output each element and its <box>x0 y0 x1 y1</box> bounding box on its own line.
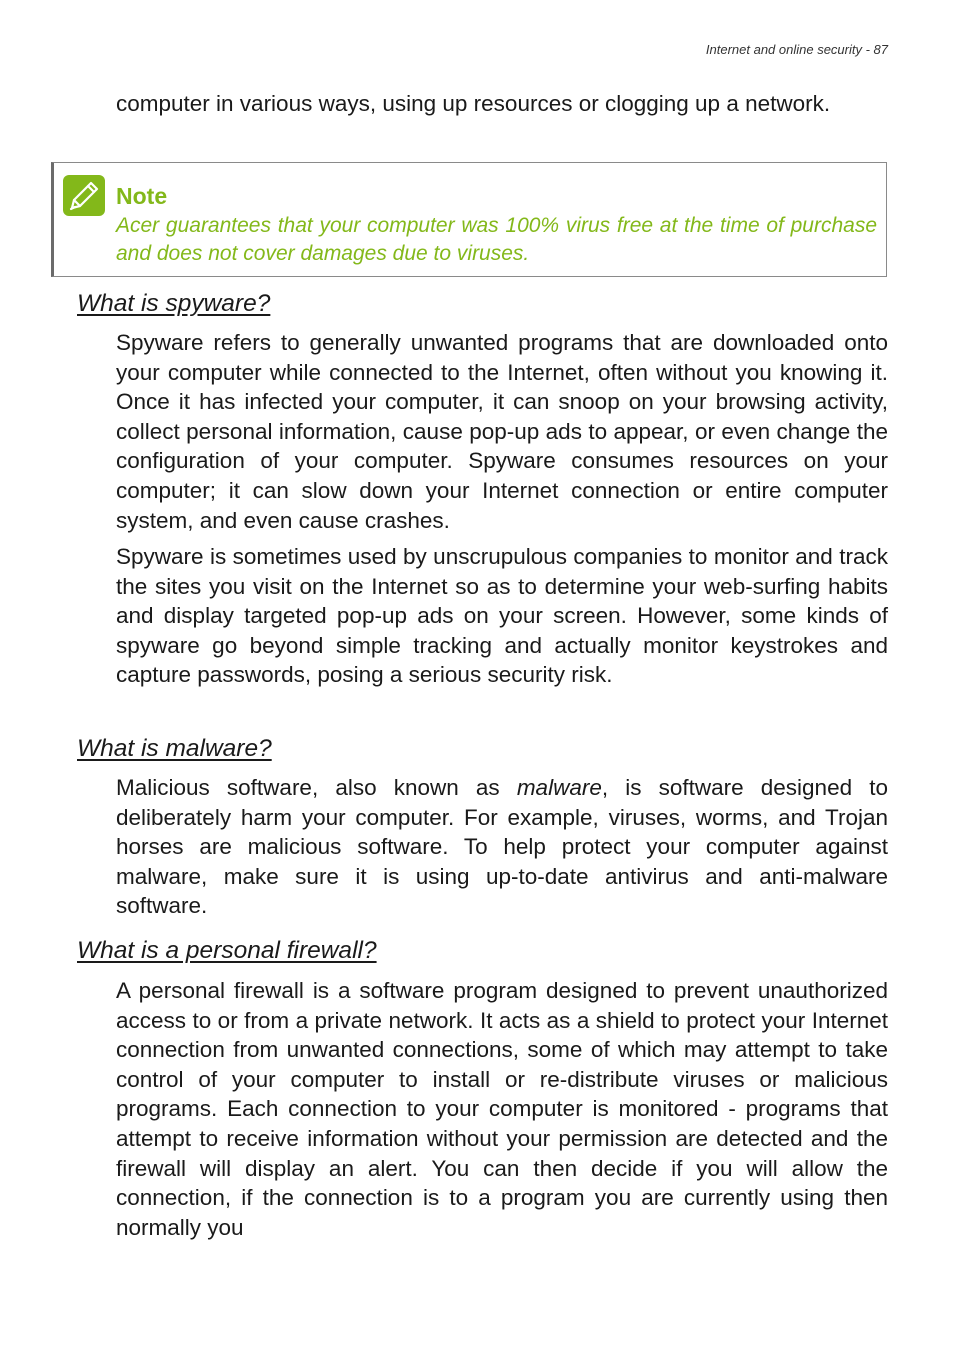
malware-text-end: , is software designed to deliberately harm your computer. For example, viruses, worms, and Trojan horses are malicious software. To help protect your computer against malware, make sure it is using up-to-date antivirus and anti-malware software. <box>116 775 888 919</box>
malware-term: malware <box>516 775 602 800</box>
heading-spyware: What is spyware? <box>77 290 271 317</box>
running-header: Internet and online security - 87 <box>705 42 888 57</box>
firewall-paragraph: A personal firewall is a software program designed to prevent unauthorized access to or from a private network. It acts as a shield to protect your Internet connection from unwanted connections, some of which may attempt to take control of your computer to install or re-distribute viruses or malicious programs. Each connection to your computer is monitored - programs that attempt to receive information without your permission are detected and the firewall will display an alert. You can then decide if you will allow the connection, if the connection is to a program you are currently using then normally you <box>116 978 888 1240</box>
pencil-icon <box>63 175 105 216</box>
note-text: Acer guarantees that your computer was 100% virus free at the time of purchase and does not cover damages due to viruses. <box>116 214 877 265</box>
heading-malware: What is malware? <box>77 735 272 762</box>
intro-paragraph: computer in various ways, using up resources or clogging up a network. <box>116 91 831 116</box>
spyware-paragraph-1: Spyware refers to generally unwanted programs that are downloaded onto your computer while connected to the Internet, often without you knowing it. Once it has infected your computer, it can snoop on your browsing activity, collect personal information, cause pop-up ads to appear, or even change the configuration of your computer. Spyware consumes resources on your computer; it can slow down your Internet connection or entire computer system, and even cause crashes. <box>116 330 888 533</box>
note-title: Note <box>116 183 168 209</box>
spyware-paragraph-2: Spyware is sometimes used by unscrupulous companies to monitor and track the sites you visit on the Internet so as to determine your web-surfing habits and display targeted pop-up ads on your screen. However, some kinds of spyware go beyond simple tracking and actually monitor keystrokes and capture passwords, posing a serious security risk. <box>116 544 888 688</box>
heading-firewall: What is a personal firewall? <box>77 937 377 964</box>
note-box <box>51 162 887 277</box>
malware-paragraph <box>116 773 888 921</box>
malware-text-start: Malicious software, also known as <box>116 775 517 800</box>
